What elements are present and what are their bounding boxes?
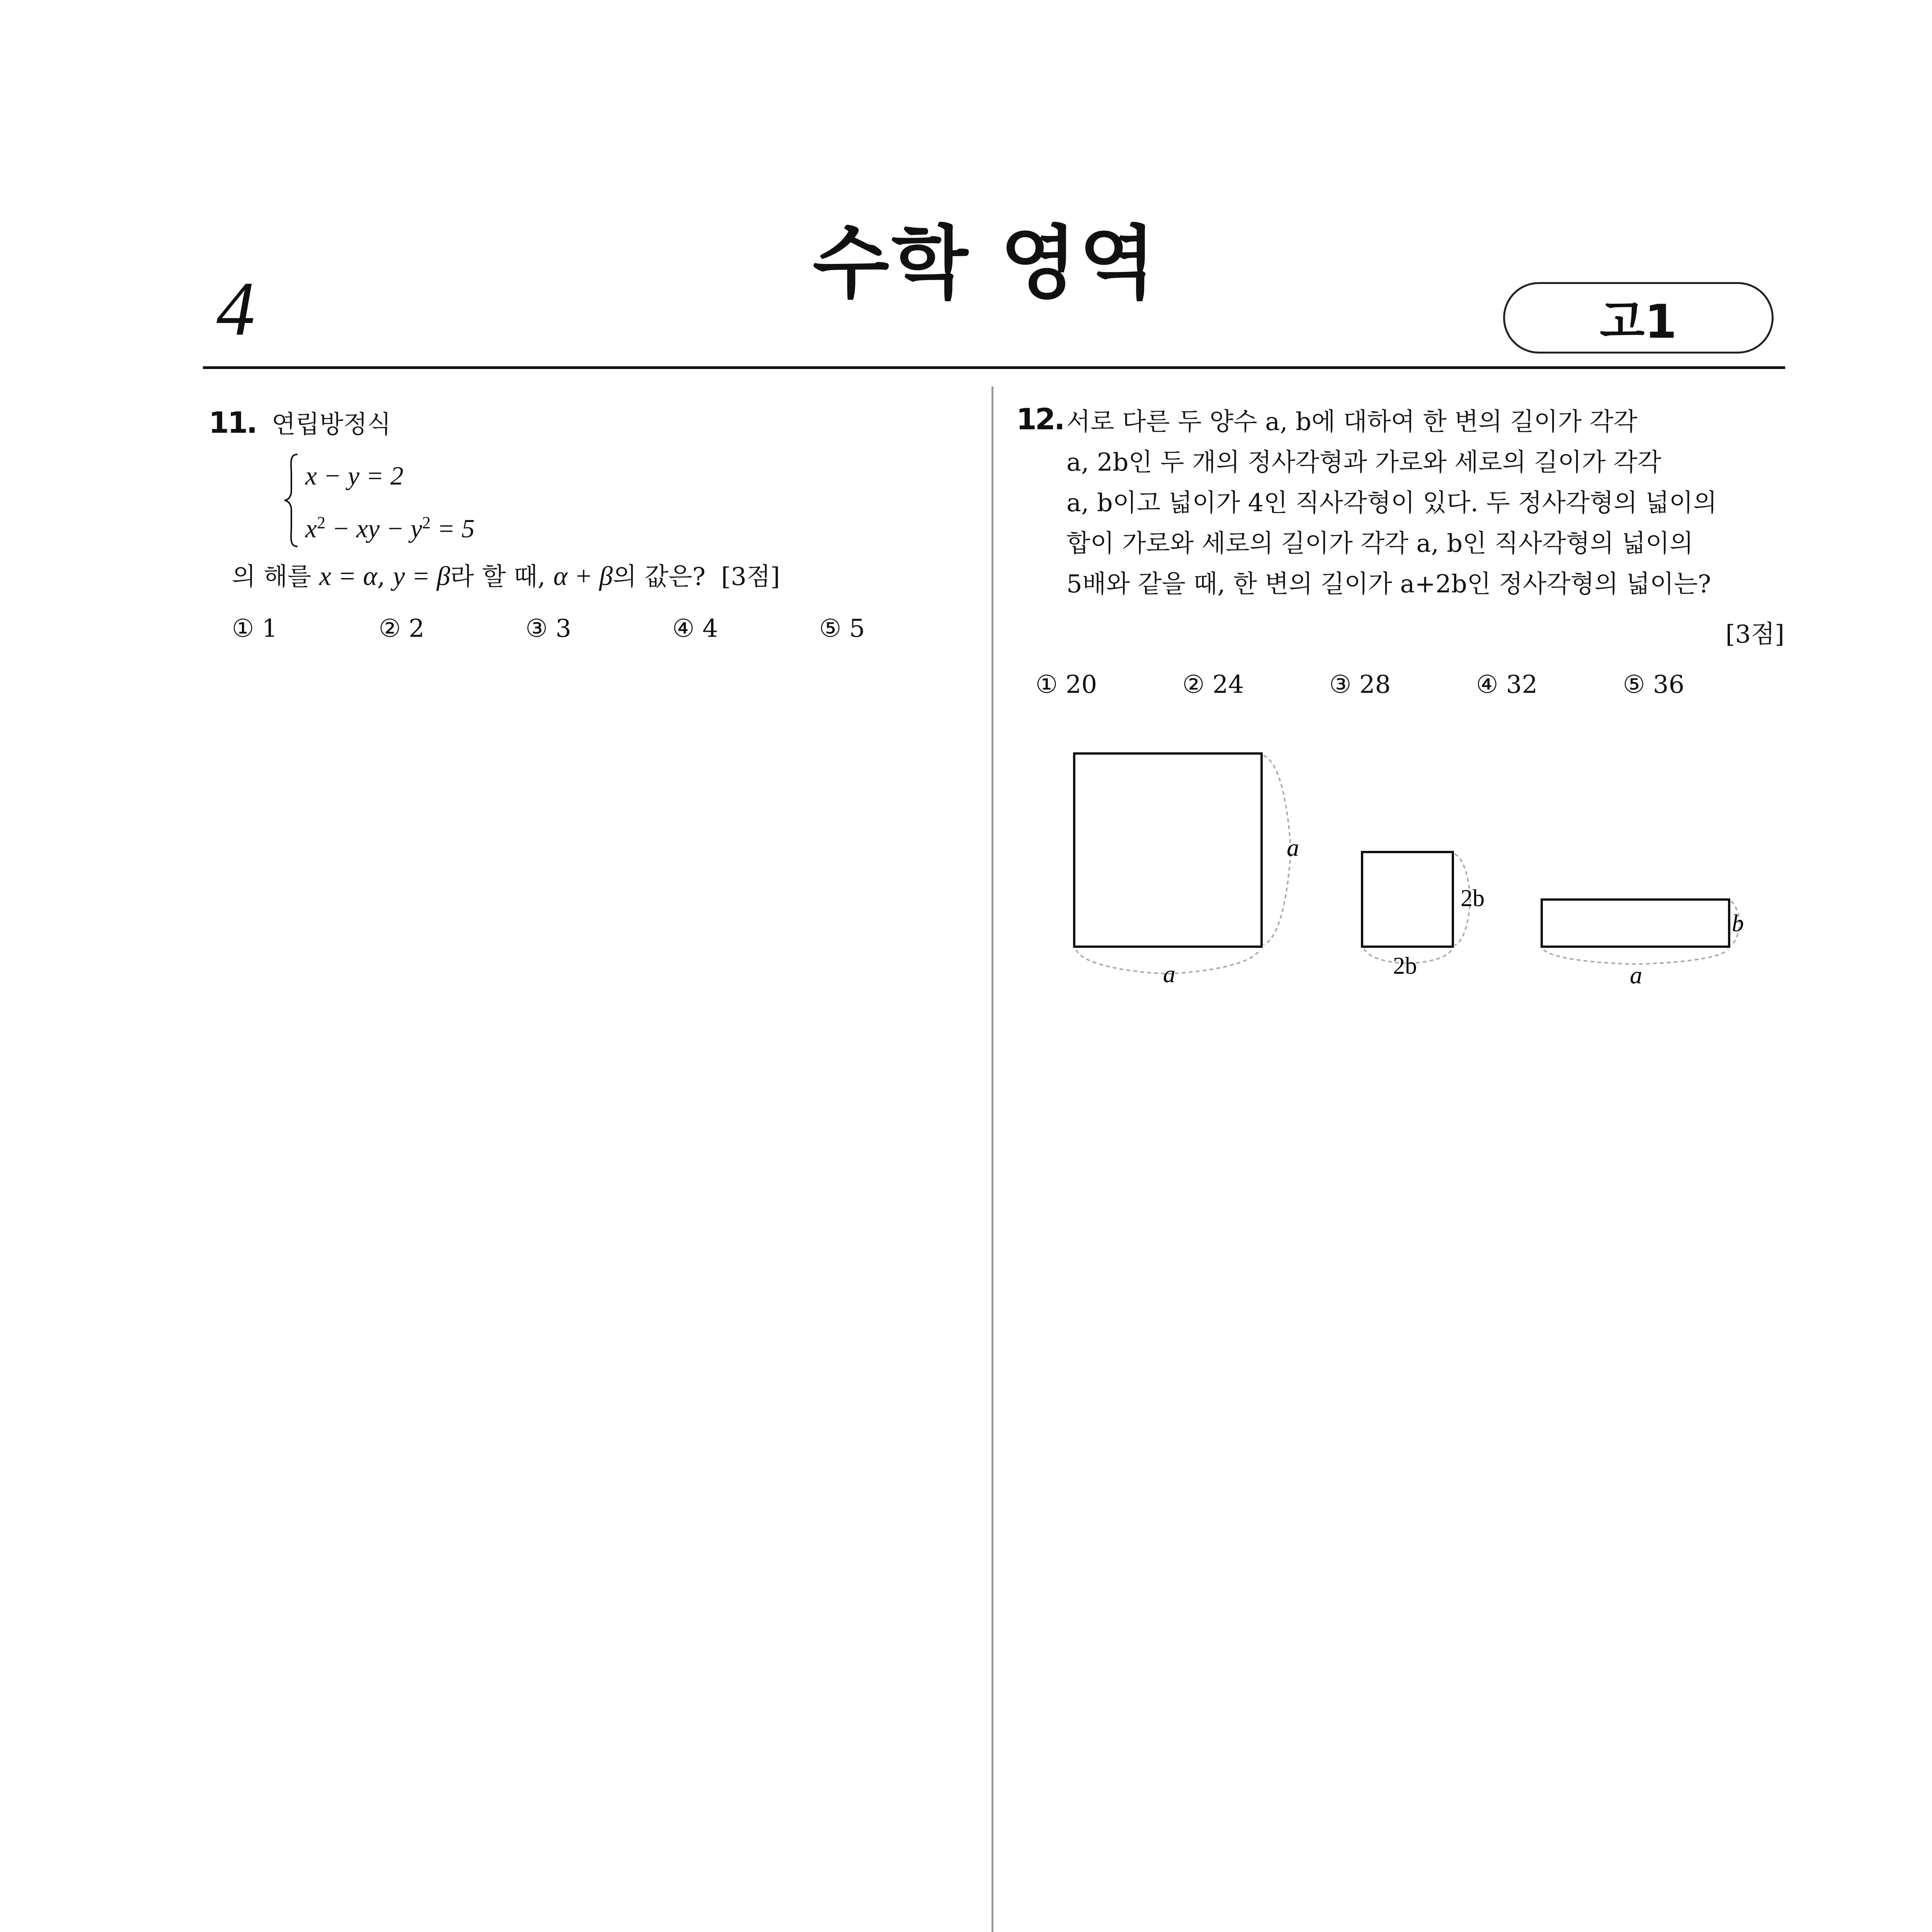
q11-points: [3점] bbox=[721, 563, 780, 591]
q11-choice-5[interactable]: ⑤ 5 bbox=[819, 614, 865, 643]
big-square-side-label: a bbox=[1287, 834, 1299, 861]
q12-points: [3점] bbox=[1725, 620, 1784, 649]
q12-line-3: a, b이고 넓이가 4인 직사각형이 있다. 두 정사각형의 넓이의 bbox=[1066, 489, 1717, 517]
q12-choices bbox=[1036, 670, 1770, 705]
q11-eq1: x − y = 2 bbox=[305, 461, 404, 490]
q11-choice-1[interactable]: ① 1 bbox=[232, 614, 278, 643]
q11-eq2-x: x bbox=[305, 514, 317, 543]
big-square-bottom-label: a bbox=[1163, 960, 1175, 988]
q11-tail-x: x = α bbox=[319, 561, 378, 591]
small-square-bottom-text: 2b bbox=[1393, 953, 1417, 979]
q11-equation-system bbox=[305, 452, 474, 552]
q12-figure bbox=[1043, 730, 1777, 1001]
small-square-bottom-label bbox=[1393, 953, 1417, 979]
column-divider bbox=[992, 386, 993, 1932]
q12-choice-3[interactable]: ③ 28 bbox=[1329, 670, 1391, 699]
grade-label: 고1 bbox=[1600, 295, 1677, 349]
q12-choice-4[interactable]: ④ 32 bbox=[1476, 670, 1538, 699]
q11-tail-prefix: 의 해를 bbox=[232, 563, 320, 591]
subject-title: 수학 영역 bbox=[813, 218, 1158, 310]
small-square-side-text: 2b bbox=[1461, 885, 1485, 912]
q11-eq2-mid: − xy − y bbox=[325, 514, 422, 543]
left-brace-icon bbox=[282, 452, 301, 549]
q11-tail-y: y = β bbox=[393, 561, 451, 591]
page-number: 4 bbox=[216, 266, 255, 352]
q12-choice-5[interactable]: ⑤ 36 bbox=[1623, 670, 1685, 699]
q11-tail-sum: α + β bbox=[553, 561, 613, 591]
q12-number: 12. bbox=[1016, 402, 1064, 436]
q12-stem bbox=[1016, 402, 1785, 618]
q11-eq2-exp2: 2 bbox=[422, 513, 431, 532]
q11-choice-3[interactable]: ③ 3 bbox=[526, 614, 571, 643]
q11-eq2-exp1: 2 bbox=[317, 513, 326, 532]
q12-line-5: 5배와 같을 때, 한 변의 길이가 a+2b인 정사각형의 넓이는? bbox=[1066, 570, 1711, 599]
big-square bbox=[1074, 753, 1299, 988]
q12-line-2: a, 2b인 두 개의 정사각형과 가로와 세로의 길이가 각각 bbox=[1066, 448, 1662, 477]
small-square bbox=[1362, 852, 1485, 979]
rect-width-label: a bbox=[1630, 961, 1642, 989]
header-rule bbox=[203, 366, 1785, 369]
q12-choice-2[interactable]: ② 24 bbox=[1182, 670, 1244, 699]
q11-question bbox=[232, 556, 780, 598]
small-square-side-label bbox=[1461, 885, 1485, 912]
grade-badge bbox=[1503, 282, 1774, 354]
q11-choices bbox=[232, 614, 966, 649]
q11-stem bbox=[209, 402, 391, 446]
q11-eq2-rhs: = 5 bbox=[430, 514, 475, 543]
q11-choice-4[interactable]: ④ 4 bbox=[672, 614, 718, 643]
q11-eq2 bbox=[305, 499, 474, 552]
q12-line-1: 서로 다른 두 양수 a, b에 대하여 한 변의 길이가 각각 bbox=[1066, 408, 1638, 436]
q11-tail-sep: , bbox=[377, 563, 393, 591]
q11-tail-suffix: 의 값은? bbox=[612, 563, 706, 591]
rect-height-label: b bbox=[1732, 910, 1744, 937]
q11-number: 11. bbox=[209, 405, 256, 440]
q11-intro: 연립방정식 bbox=[271, 410, 391, 439]
q11-tail-mid: 라 할 때, bbox=[450, 563, 553, 591]
rectangle bbox=[1542, 900, 1744, 989]
q12-choice-1[interactable]: ① 20 bbox=[1036, 670, 1097, 699]
q12-line-4: 합이 가로와 세로의 길이가 각각 a, b인 직사각형의 넓이의 bbox=[1066, 529, 1694, 558]
q11-choice-2[interactable]: ② 2 bbox=[379, 614, 425, 643]
